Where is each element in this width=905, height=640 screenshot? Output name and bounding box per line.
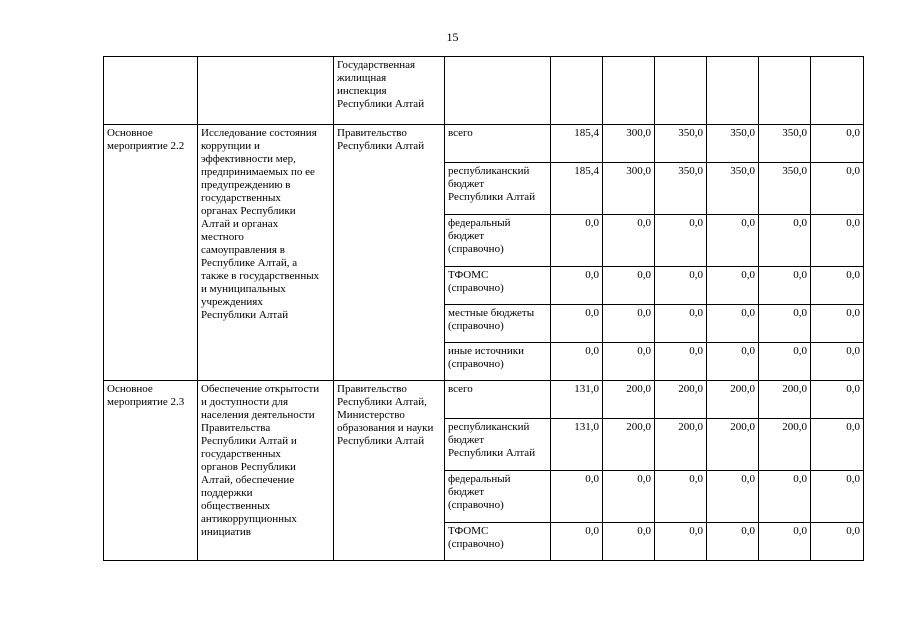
value-cell: 0,0 xyxy=(811,343,864,381)
source-cell: республиканский бюджет Республики Алтай xyxy=(445,419,551,471)
value-cell: 350,0 xyxy=(655,125,707,163)
value-cell: 0,0 xyxy=(707,305,759,343)
value-cell: 0,0 xyxy=(551,523,603,561)
value-cell xyxy=(551,57,603,125)
description-cell: Обеспечение открытости и доступности для населения деятельности Правительства Республики Алтай и государственных органов Республики Алтай, обеспечение поддержки общественных антикоррупционных инициатив xyxy=(198,381,334,561)
description-cell xyxy=(198,57,334,125)
value-cell: 0,0 xyxy=(707,471,759,523)
value-cell: 0,0 xyxy=(551,343,603,381)
value-cell: 300,0 xyxy=(603,163,655,215)
value-cell: 200,0 xyxy=(655,381,707,419)
value-cell: 350,0 xyxy=(759,163,811,215)
value-cell: 0,0 xyxy=(707,523,759,561)
source-cell: всего xyxy=(445,381,551,419)
value-cell: 200,0 xyxy=(603,419,655,471)
value-cell: 0,0 xyxy=(811,267,864,305)
budget-table xyxy=(103,56,864,561)
executor-cell: Правительство Республики Алтай, Министерство образования и науки Республики Алтай xyxy=(334,381,445,561)
value-cell: 185,4 xyxy=(551,163,603,215)
executor-cell: Государственная жилищная инспекция Республики Алтай xyxy=(334,57,445,125)
value-cell: 0,0 xyxy=(759,471,811,523)
value-cell: 200,0 xyxy=(655,419,707,471)
value-cell: 0,0 xyxy=(603,215,655,267)
value-cell: 0,0 xyxy=(707,343,759,381)
value-cell: 0,0 xyxy=(551,215,603,267)
value-cell: 0,0 xyxy=(551,471,603,523)
value-cell: 200,0 xyxy=(759,419,811,471)
value-cell: 131,0 xyxy=(551,419,603,471)
value-cell: 0,0 xyxy=(811,419,864,471)
source-cell: иные источники (справочно) xyxy=(445,343,551,381)
measure-cell xyxy=(104,57,198,125)
value-cell: 0,0 xyxy=(655,471,707,523)
source-cell: федеральный бюджет (справочно) xyxy=(445,471,551,523)
value-cell: 200,0 xyxy=(707,419,759,471)
value-cell: 350,0 xyxy=(759,125,811,163)
table-row xyxy=(104,57,864,125)
value-cell: 0,0 xyxy=(811,381,864,419)
value-cell: 131,0 xyxy=(551,381,603,419)
value-cell: 200,0 xyxy=(707,381,759,419)
value-cell: 0,0 xyxy=(655,343,707,381)
value-cell: 0,0 xyxy=(759,215,811,267)
value-cell: 0,0 xyxy=(759,343,811,381)
value-cell: 0,0 xyxy=(551,267,603,305)
value-cell: 0,0 xyxy=(707,215,759,267)
value-cell: 0,0 xyxy=(655,305,707,343)
measure-cell: Основное мероприятие 2.2 xyxy=(104,125,198,381)
value-cell xyxy=(811,57,864,125)
value-cell: 0,0 xyxy=(603,305,655,343)
value-cell: 0,0 xyxy=(811,163,864,215)
measure-cell: Основное мероприятие 2.3 xyxy=(104,381,198,561)
table-row xyxy=(104,125,864,163)
value-cell: 0,0 xyxy=(811,305,864,343)
value-cell: 0,0 xyxy=(811,471,864,523)
value-cell: 0,0 xyxy=(655,523,707,561)
value-cell: 350,0 xyxy=(655,163,707,215)
value-cell: 0,0 xyxy=(811,523,864,561)
value-cell: 350,0 xyxy=(707,163,759,215)
source-cell: республиканский бюджет Республики Алтай xyxy=(445,163,551,215)
value-cell: 300,0 xyxy=(603,125,655,163)
source-cell: ТФОМС (справочно) xyxy=(445,267,551,305)
value-cell xyxy=(603,57,655,125)
value-cell: 0,0 xyxy=(551,305,603,343)
value-cell xyxy=(707,57,759,125)
value-cell xyxy=(759,57,811,125)
value-cell: 0,0 xyxy=(759,267,811,305)
description-cell: Исследование состояния коррупции и эффективности мер, предпринимаемых по ее предупреждению в государственных органах Республики Алтай и органах местного самоуправления в Республике Алтай, а также в государственных и муниципальных учреждениях Республики Алтай xyxy=(198,125,334,381)
value-cell xyxy=(655,57,707,125)
source-cell: всего xyxy=(445,125,551,163)
value-cell: 0,0 xyxy=(707,267,759,305)
value-cell: 185,4 xyxy=(551,125,603,163)
page-number: 15 xyxy=(446,30,459,44)
source-cell: местные бюджеты (справочно) xyxy=(445,305,551,343)
value-cell: 0,0 xyxy=(603,523,655,561)
value-cell: 0,0 xyxy=(811,215,864,267)
source-cell xyxy=(445,57,551,125)
value-cell: 0,0 xyxy=(759,523,811,561)
value-cell: 0,0 xyxy=(603,267,655,305)
value-cell: 0,0 xyxy=(603,343,655,381)
table-row xyxy=(104,381,864,419)
value-cell: 0,0 xyxy=(655,267,707,305)
value-cell: 0,0 xyxy=(759,305,811,343)
value-cell: 0,0 xyxy=(603,471,655,523)
value-cell: 0,0 xyxy=(811,125,864,163)
value-cell: 200,0 xyxy=(603,381,655,419)
source-cell: ТФОМС (справочно) xyxy=(445,523,551,561)
value-cell: 350,0 xyxy=(707,125,759,163)
executor-cell: Правительство Республики Алтай xyxy=(334,125,445,381)
value-cell: 200,0 xyxy=(759,381,811,419)
value-cell: 0,0 xyxy=(655,215,707,267)
source-cell: федеральный бюджет (справочно) xyxy=(445,215,551,267)
